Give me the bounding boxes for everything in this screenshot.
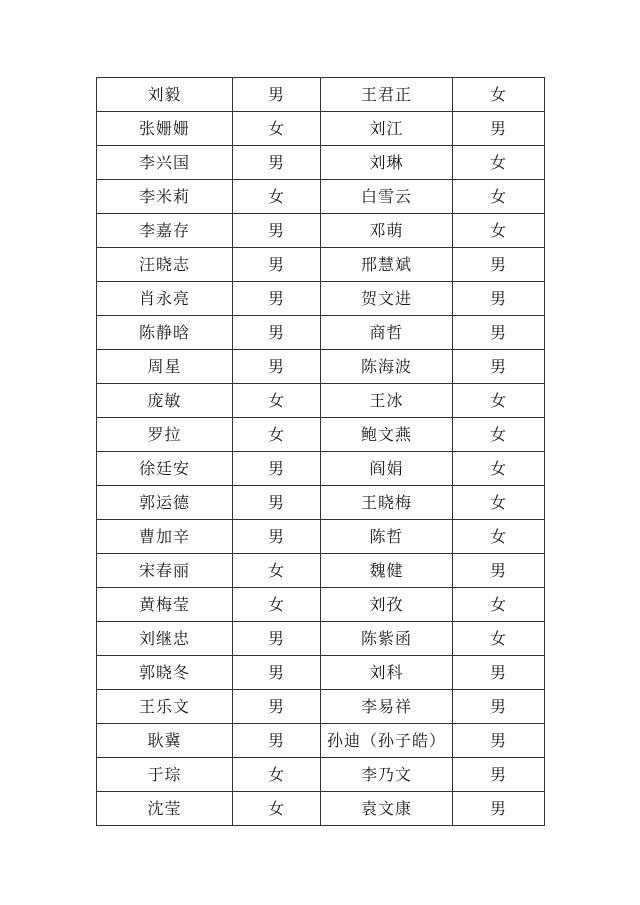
table-row xyxy=(97,350,545,384)
gender-left-cell: 男 xyxy=(233,690,321,724)
roster-sheet xyxy=(96,77,544,826)
table-row xyxy=(97,520,545,554)
table-row xyxy=(97,248,545,282)
gender-left-cell: 男 xyxy=(233,282,321,316)
name-left-cell: 庞敏 xyxy=(97,384,233,418)
name-left-cell: 刘毅 xyxy=(97,78,233,112)
name-right-cell: 白雪云 xyxy=(321,180,453,214)
roster-table xyxy=(96,77,545,826)
name-right-cell: 王冰 xyxy=(321,384,453,418)
name-right-cell: 刘孜 xyxy=(321,588,453,622)
gender-left-cell: 男 xyxy=(233,520,321,554)
table-row xyxy=(97,316,545,350)
name-left-cell: 汪晓志 xyxy=(97,248,233,282)
gender-right-cell: 女 xyxy=(453,146,545,180)
name-left-cell: 张姗姗 xyxy=(97,112,233,146)
gender-left-cell: 男 xyxy=(233,316,321,350)
name-left-cell: 刘继忠 xyxy=(97,622,233,656)
gender-right-cell: 男 xyxy=(453,690,545,724)
gender-right-cell: 男 xyxy=(453,554,545,588)
table-row xyxy=(97,384,545,418)
name-right-cell: 孙迪（孙子皓） xyxy=(321,724,453,758)
name-right-cell: 陈哲 xyxy=(321,520,453,554)
name-left-cell: 郭晓冬 xyxy=(97,656,233,690)
gender-right-cell: 男 xyxy=(453,724,545,758)
table-row xyxy=(97,282,545,316)
name-left-cell: 李兴国 xyxy=(97,146,233,180)
name-left-cell: 徐廷安 xyxy=(97,452,233,486)
table-row xyxy=(97,554,545,588)
gender-left-cell: 男 xyxy=(233,486,321,520)
table-row xyxy=(97,724,545,758)
gender-right-cell: 女 xyxy=(453,452,545,486)
gender-right-cell: 男 xyxy=(453,350,545,384)
name-right-cell: 王君正 xyxy=(321,78,453,112)
name-right-cell: 刘琳 xyxy=(321,146,453,180)
gender-right-cell: 女 xyxy=(453,214,545,248)
gender-left-cell: 女 xyxy=(233,588,321,622)
gender-left-cell: 男 xyxy=(233,452,321,486)
name-left-cell: 王乐文 xyxy=(97,690,233,724)
table-row xyxy=(97,486,545,520)
gender-right-cell: 女 xyxy=(453,418,545,452)
gender-right-cell: 男 xyxy=(453,792,545,826)
name-left-cell: 于琮 xyxy=(97,758,233,792)
gender-right-cell: 女 xyxy=(453,486,545,520)
name-left-cell: 肖永亮 xyxy=(97,282,233,316)
name-right-cell: 邢慧斌 xyxy=(321,248,453,282)
name-left-cell: 李嘉存 xyxy=(97,214,233,248)
gender-right-cell: 女 xyxy=(453,622,545,656)
gender-right-cell: 女 xyxy=(453,384,545,418)
gender-left-cell: 女 xyxy=(233,180,321,214)
name-right-cell: 王晓梅 xyxy=(321,486,453,520)
name-left-cell: 耿冀 xyxy=(97,724,233,758)
gender-right-cell: 男 xyxy=(453,112,545,146)
name-left-cell: 郭运德 xyxy=(97,486,233,520)
name-right-cell: 袁文康 xyxy=(321,792,453,826)
gender-left-cell: 男 xyxy=(233,724,321,758)
name-left-cell: 宋春丽 xyxy=(97,554,233,588)
table-row xyxy=(97,112,545,146)
name-right-cell: 刘江 xyxy=(321,112,453,146)
name-right-cell: 刘科 xyxy=(321,656,453,690)
table-row xyxy=(97,180,545,214)
gender-right-cell: 女 xyxy=(453,588,545,622)
table-row xyxy=(97,452,545,486)
name-right-cell: 陈海波 xyxy=(321,350,453,384)
name-left-cell: 罗拉 xyxy=(97,418,233,452)
name-right-cell: 陈紫函 xyxy=(321,622,453,656)
gender-right-cell: 女 xyxy=(453,520,545,554)
name-left-cell: 周星 xyxy=(97,350,233,384)
table-row xyxy=(97,622,545,656)
name-left-cell: 李米莉 xyxy=(97,180,233,214)
gender-left-cell: 男 xyxy=(233,214,321,248)
table-row xyxy=(97,792,545,826)
table-row xyxy=(97,214,545,248)
name-right-cell: 魏健 xyxy=(321,554,453,588)
gender-left-cell: 女 xyxy=(233,792,321,826)
gender-left-cell: 男 xyxy=(233,622,321,656)
gender-right-cell: 男 xyxy=(453,758,545,792)
name-right-cell: 鲍文燕 xyxy=(321,418,453,452)
gender-right-cell: 男 xyxy=(453,282,545,316)
gender-right-cell: 女 xyxy=(453,78,545,112)
gender-left-cell: 男 xyxy=(233,656,321,690)
gender-left-cell: 男 xyxy=(233,146,321,180)
gender-right-cell: 女 xyxy=(453,180,545,214)
gender-right-cell: 男 xyxy=(453,248,545,282)
gender-left-cell: 女 xyxy=(233,758,321,792)
gender-left-cell: 男 xyxy=(233,78,321,112)
gender-right-cell: 男 xyxy=(453,316,545,350)
roster-table-body xyxy=(97,78,545,826)
gender-right-cell: 男 xyxy=(453,656,545,690)
name-left-cell: 曹加辛 xyxy=(97,520,233,554)
gender-left-cell: 女 xyxy=(233,554,321,588)
gender-left-cell: 男 xyxy=(233,350,321,384)
table-row xyxy=(97,656,545,690)
name-right-cell: 李易祥 xyxy=(321,690,453,724)
table-row xyxy=(97,690,545,724)
table-row xyxy=(97,588,545,622)
gender-left-cell: 女 xyxy=(233,384,321,418)
gender-left-cell: 女 xyxy=(233,418,321,452)
table-row xyxy=(97,146,545,180)
gender-left-cell: 女 xyxy=(233,112,321,146)
gender-left-cell: 男 xyxy=(233,248,321,282)
table-row xyxy=(97,418,545,452)
name-right-cell: 商哲 xyxy=(321,316,453,350)
name-right-cell: 李乃文 xyxy=(321,758,453,792)
name-left-cell: 沈莹 xyxy=(97,792,233,826)
table-row xyxy=(97,758,545,792)
name-left-cell: 黄梅莹 xyxy=(97,588,233,622)
table-row xyxy=(97,78,545,112)
name-right-cell: 邓萌 xyxy=(321,214,453,248)
name-left-cell: 陈静晗 xyxy=(97,316,233,350)
name-right-cell: 阎娟 xyxy=(321,452,453,486)
name-right-cell: 贺文进 xyxy=(321,282,453,316)
